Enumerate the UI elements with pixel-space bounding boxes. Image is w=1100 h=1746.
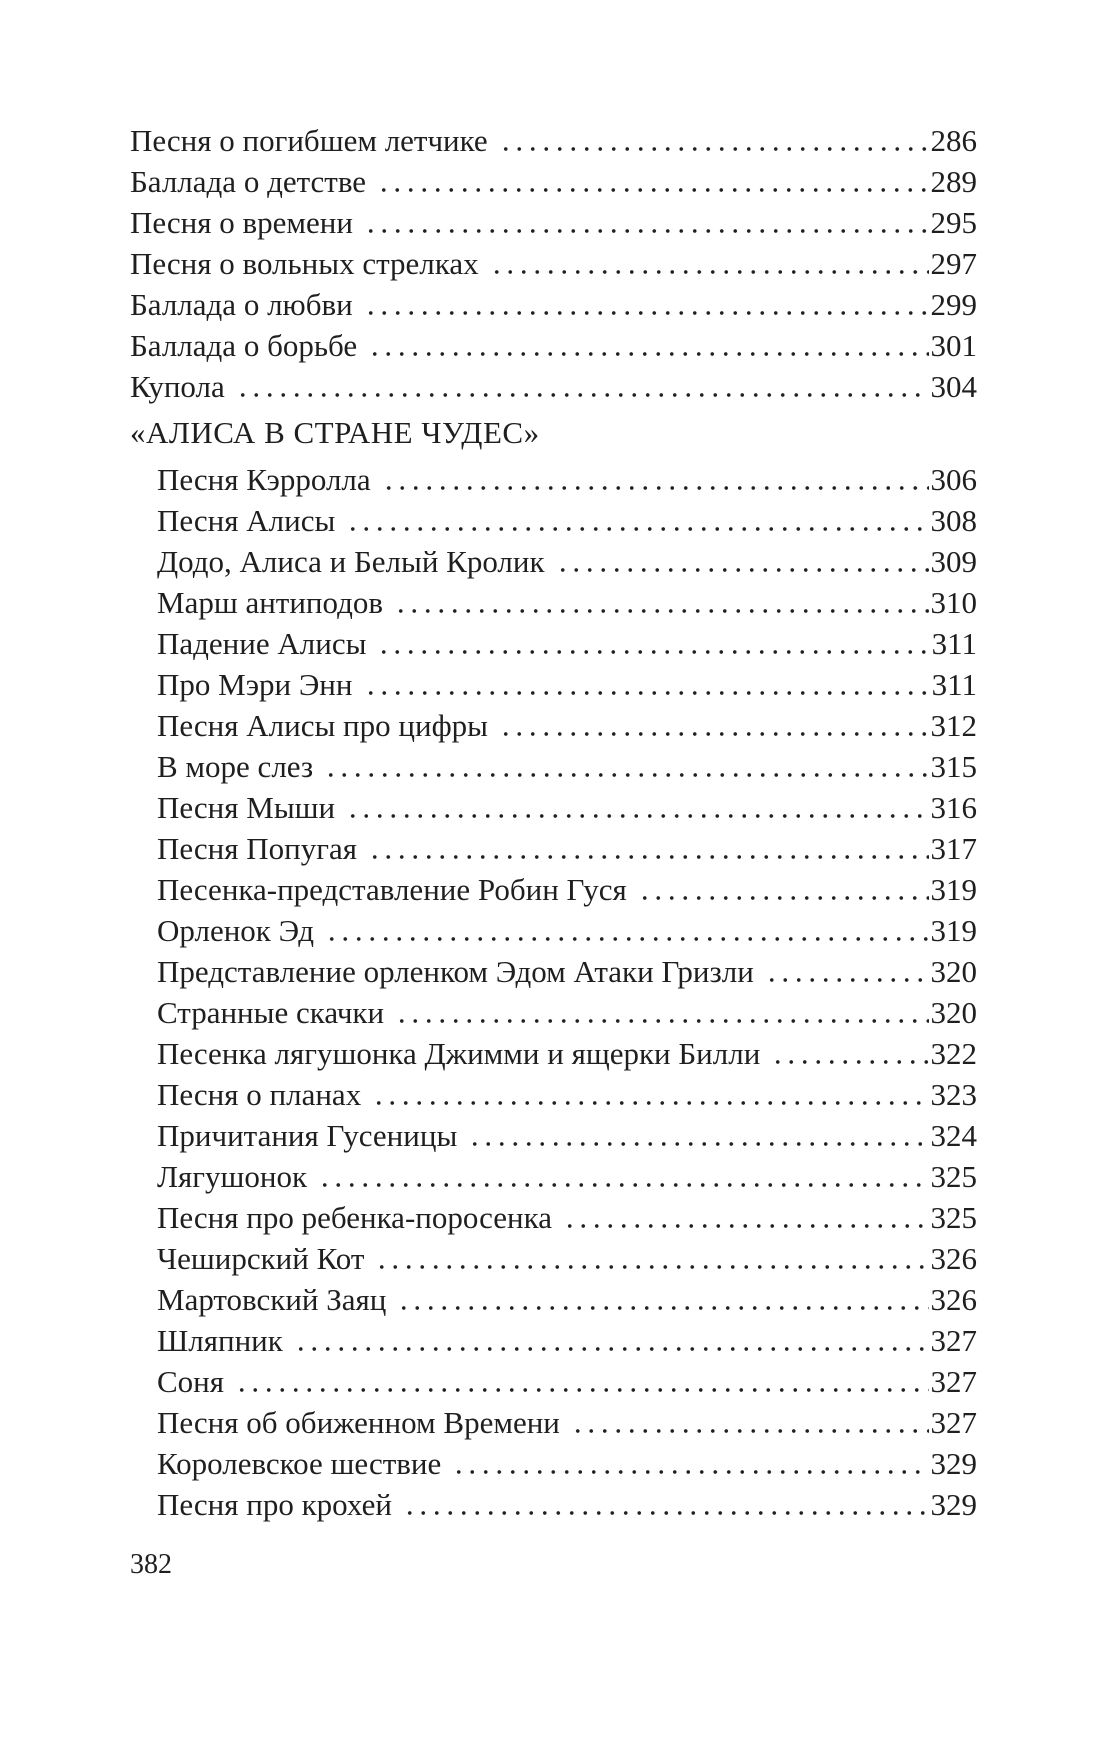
toc-entry-page: 309: [930, 544, 977, 579]
toc-entry: [130, 869, 977, 910]
toc-entry-title: Лягушонок: [157, 1159, 308, 1194]
toc-entry: [130, 1484, 977, 1525]
dot-leader: [324, 746, 928, 787]
dot-leader: [468, 1115, 928, 1156]
toc-entry-page: 311: [931, 667, 977, 702]
dot-leader: [452, 1443, 928, 1484]
toc-entry-title: Марш антиподов: [157, 585, 384, 620]
toc-entry-page: 325: [930, 1159, 977, 1194]
toc-entry: [130, 582, 977, 623]
toc-entry-title: Представление орленком Эдом Атаки Гризли: [157, 954, 754, 989]
toc-entry: [130, 746, 977, 787]
toc-entry: [130, 1033, 977, 1074]
dot-leader: [395, 992, 928, 1033]
toc-entry-title: Купола: [130, 369, 225, 404]
toc-entry-page: 327: [930, 1323, 977, 1358]
dot-leader: [377, 623, 929, 664]
toc-entry: [130, 992, 977, 1033]
toc-entry: [130, 1279, 977, 1320]
toc-entry: [130, 459, 977, 500]
toc-entry-page: 286: [930, 123, 977, 158]
dot-leader: [403, 1484, 929, 1525]
toc-list-top: [130, 120, 977, 407]
toc-entry-title: Странные скачки: [157, 995, 385, 1030]
toc-entry: [130, 1320, 977, 1361]
toc-entry-title: Чеширский Кот: [157, 1241, 365, 1276]
toc-entry: [130, 1197, 977, 1238]
toc-entry: [130, 243, 977, 284]
dot-leader: [394, 582, 928, 623]
toc-entry-title: Соня: [157, 1364, 225, 1399]
dot-leader: [765, 951, 929, 992]
dot-leader: [638, 869, 929, 910]
toc-entry: [130, 951, 977, 992]
toc-entry-title: Причитания Гусеницы: [157, 1118, 458, 1153]
page-footer: [130, 1549, 172, 1581]
dot-leader: [364, 284, 929, 325]
toc-entry-page: 325: [930, 1200, 977, 1235]
toc-entry: [130, 1156, 977, 1197]
toc-entry-page: 324: [930, 1118, 977, 1153]
toc-entry-page: 320: [930, 995, 977, 1030]
dot-leader: [364, 202, 929, 243]
toc-entry-page: 315: [930, 749, 977, 784]
toc-entry-title: Песенка лягушонка Джимми и ящерки Билли: [157, 1036, 761, 1071]
toc-entry: [130, 202, 977, 243]
toc-entry-page: 289: [930, 164, 977, 199]
toc-entry-title: Песня Кэрролла: [157, 462, 371, 497]
toc-entry: [130, 1443, 977, 1484]
dot-leader: [368, 325, 928, 366]
dot-leader: [771, 1033, 928, 1074]
dot-leader: [397, 1279, 928, 1320]
dot-leader: [490, 243, 929, 284]
toc-entry-title: Песня о вольных стрелках: [130, 246, 479, 281]
toc-entry: [130, 366, 977, 407]
toc-entry-page: 326: [930, 1241, 977, 1276]
dot-leader: [364, 664, 930, 705]
toc-entry: [130, 284, 977, 325]
toc-entry: [130, 1238, 977, 1279]
toc-entry-title: Баллада о любви: [130, 287, 353, 322]
dot-leader: [368, 828, 929, 869]
dot-leader: [236, 366, 929, 407]
toc-entry-title: Песня Мыши: [157, 790, 336, 825]
toc-entry-title: Песня Алисы про цифры: [157, 708, 488, 743]
toc-entry: [130, 500, 977, 541]
toc-entry: [130, 910, 977, 951]
toc-entry-page: 304: [930, 369, 977, 404]
toc-entry-title: Баллада о детстве: [130, 164, 367, 199]
dot-leader: [318, 1156, 928, 1197]
dot-leader: [377, 161, 928, 202]
toc-entry-page: 311: [931, 626, 977, 661]
dot-leader: [499, 705, 929, 746]
toc-entry-page: 327: [930, 1405, 977, 1440]
toc-entry-title: Песня Алисы: [157, 503, 336, 538]
toc-entry-title: Песня о погибшем летчике: [130, 123, 488, 158]
toc-entry-title: Баллада о борьбе: [130, 328, 358, 363]
toc-entry-page: 316: [930, 790, 977, 825]
toc-entry-page: 326: [930, 1282, 977, 1317]
page-number: 382: [130, 1549, 172, 1580]
toc-entry-title: В море слез: [157, 749, 314, 784]
dot-leader: [235, 1361, 928, 1402]
toc-entry-page: 319: [930, 872, 977, 907]
toc-entry-title: Королевское шествие: [157, 1446, 442, 1481]
dot-leader: [294, 1320, 929, 1361]
toc-entry-page: 295: [930, 205, 977, 240]
toc-entry-page: 301: [930, 328, 977, 363]
toc-entry-title: Песенка-представление Робин Гуся: [157, 872, 627, 907]
toc-entry-title: Песня про крохей: [157, 1487, 392, 1522]
toc-entry-title: Песня про ребенка-поросенка: [157, 1200, 552, 1235]
toc-entry: [130, 828, 977, 869]
toc-entry-page: 322: [930, 1036, 977, 1071]
toc-entry-title: Песня об обиженном Времени: [157, 1405, 560, 1440]
dot-leader: [346, 500, 928, 541]
toc-entry-title: Про Мэри Энн: [157, 667, 353, 702]
toc-entry-title: Песня Попугая: [157, 831, 357, 866]
toc-entry-title: Мартовский Заяц: [157, 1282, 387, 1317]
toc-entry-title: Падение Алисы: [157, 626, 367, 661]
toc-entry: [130, 161, 977, 202]
toc-entry: [130, 1074, 977, 1115]
toc-entry: [130, 705, 977, 746]
toc-entry-title: Песня о планах: [157, 1077, 362, 1112]
toc-entry-title: Шляпник: [157, 1323, 283, 1358]
toc-entry: [130, 787, 977, 828]
toc-entry-page: 310: [930, 585, 977, 620]
dot-leader: [372, 1074, 928, 1115]
toc-entry: [130, 1115, 977, 1156]
toc-entry: [130, 623, 977, 664]
dot-leader: [382, 459, 929, 500]
dot-leader: [325, 910, 928, 951]
toc-entry: [130, 1361, 977, 1402]
toc-entry-page: 323: [930, 1077, 977, 1112]
dot-leader: [571, 1402, 929, 1443]
toc-entry: [130, 120, 977, 161]
table-of-contents: [130, 120, 977, 1525]
dot-leader: [556, 541, 929, 582]
toc-entry-page: 319: [930, 913, 977, 948]
toc-entry-title: Додо, Алиса и Белый Кролик: [157, 544, 545, 579]
toc-entry: [130, 541, 977, 582]
toc-entry-page: 329: [930, 1446, 977, 1481]
dot-leader: [499, 120, 929, 161]
toc-entry-title: Песня о времени: [130, 205, 353, 240]
dot-leader: [346, 787, 928, 828]
dot-leader: [375, 1238, 928, 1279]
dot-leader: [563, 1197, 929, 1238]
toc-entry-page: 327: [930, 1364, 977, 1399]
toc-entry-title: Орленок Эд: [157, 913, 315, 948]
toc-entry-page: 312: [930, 708, 977, 743]
section-heading-alice: «АЛИСА В СТРАНЕ ЧУДЕС»: [130, 415, 540, 450]
toc-list-alice: [130, 459, 977, 1525]
toc-entry-page: 299: [930, 287, 977, 322]
toc-entry-page: 297: [930, 246, 977, 281]
toc-entry-page: 308: [930, 503, 977, 538]
toc-entry: [130, 325, 977, 366]
toc-entry-page: 306: [930, 462, 977, 497]
toc-entry-page: 329: [930, 1487, 977, 1522]
toc-entry: [130, 664, 977, 705]
toc-entry: [130, 1402, 977, 1443]
toc-entry-page: 317: [930, 831, 977, 866]
toc-entry-page: 320: [930, 954, 977, 989]
